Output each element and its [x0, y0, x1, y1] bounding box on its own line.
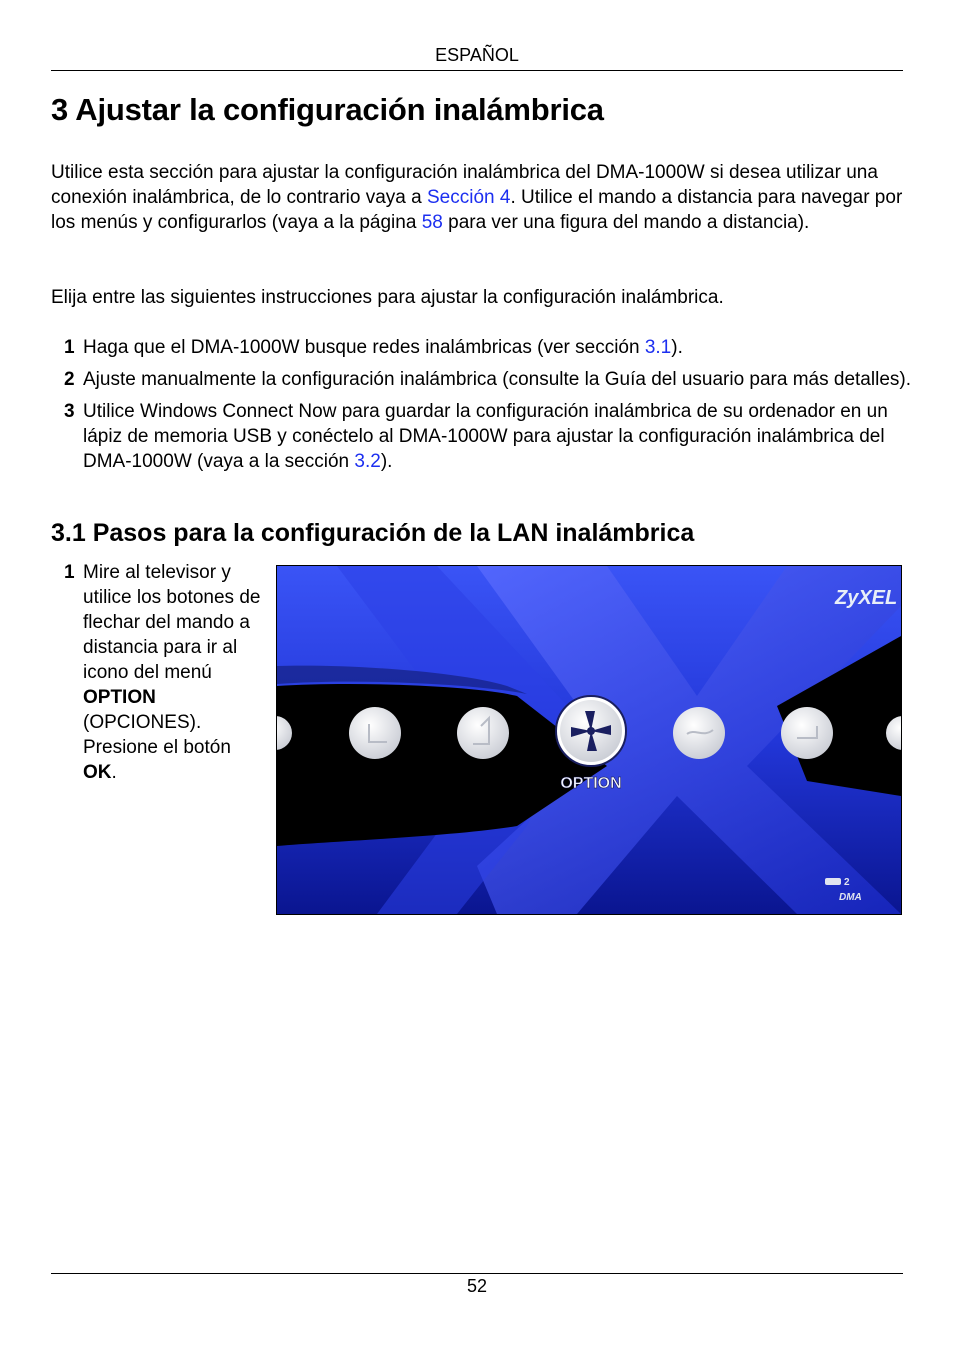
link-section-3-2[interactable]: 3.2 [354, 451, 381, 472]
step-1: 1 Mire al televisor y utilice los botones de flechar del mando a distancia para ir al icono del menú OPTION (OPCIONES). Presione el botón OK. [64, 562, 261, 783]
option-label: OPTION [560, 775, 622, 792]
link-section-4[interactable]: Sección 4 [426, 187, 511, 208]
choose-paragraph: Elija entre las siguientes instrucciones para ajustar la configuración inalámbrica. [51, 287, 724, 308]
zyxel-logo: ZyXEL [835, 587, 898, 609]
options-list [51, 335, 911, 481]
menu-icon-2 [457, 707, 509, 759]
option-fan-icon [556, 696, 626, 766]
intro-paragraph: Utilice esta sección para ajustar la configuración inalámbrica del DMA-1000W si desea utilizar una conexión inalámbrica, de lo contrario vaya a Sección 4. Utilice el mando a distancia para navegar por los menús y configurarlos (vaya a la página 58 para ver una figura del mando a distancia). [51, 162, 903, 233]
page-title: 3 Ajustar la configuración inalámbrica [51, 92, 604, 127]
footer-rule [51, 1273, 903, 1274]
svg-text:2: 2 [844, 877, 850, 888]
link-section-3-1[interactable]: 3.1 [644, 337, 672, 358]
link-page-58[interactable]: 58 [421, 212, 443, 233]
menu-icon-1 [349, 707, 401, 759]
header-rule [51, 70, 903, 71]
menu-icon-4 [673, 707, 725, 759]
list-item: 1 Haga que el DMA-1000W busque redes inalámbricas (ver sección 3.1). [64, 337, 683, 358]
menu-icon-5 [781, 707, 833, 759]
page-number: 52 [466, 1276, 488, 1296]
svg-text:DMA: DMA [839, 892, 862, 903]
tv-menu-screenshot [276, 565, 902, 915]
list-item: 3 Utilice Windows Connect Now para guardar la configuración inalámbrica de su ordenador en un lápiz de memoria USB y conéctelo al DMA-1000W para ajustar la configuración inalámbrica del DMA-1000W (vaya a la sección 3.2). [64, 401, 888, 472]
section-title: 3.1 Pasos para la configuración de la LAN inalámbrica [51, 519, 695, 547]
list-item: 2 Ajuste manualmente la configuración inalámbrica (consulte la Guía del usuario para más detalles). [64, 369, 911, 390]
header-language: ESPAÑOL [435, 45, 519, 65]
